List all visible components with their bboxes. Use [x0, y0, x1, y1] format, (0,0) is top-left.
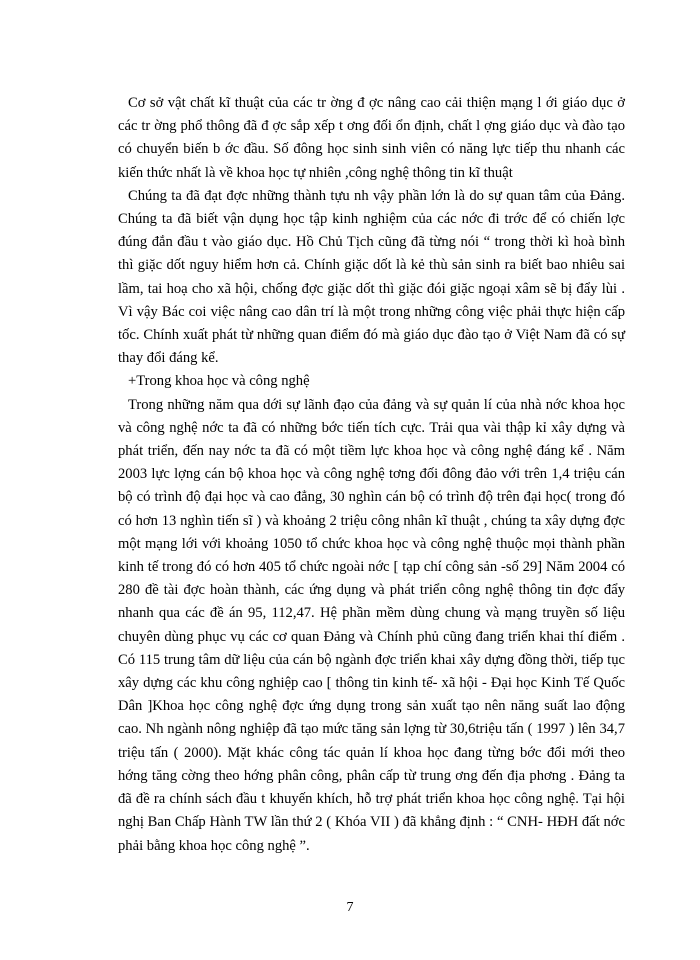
page-body	[118, 92, 625, 858]
section-subheading: +Trong khoa học và công nghệ	[128, 373, 310, 390]
paragraph-achievements: Chúng ta đã đạt đợc những thành tựu nh vậy phần lớn là do sự quan tâm của Đảng. Chúng ta đã biết vận dụng học tập kinh nghiệm của các nớc đi trớc để có chiến lợc đúng đắn đầu t vào giáo dục. Hồ Chủ Tịch cũng đã từng nói “ trong thời kì hoà bình thì giặc dốt nguy hiểm hơn cả. Chính giặc dốt là kẻ thù sản sinh ra biết bao nhiêu sai lầm, tai hoạ cho xã hội, chống đợc giặc dốt thì giặc đói giặc ngoại xâm sẽ bị đẩy lùi . Vì vậy Bác coi việc nâng cao dân trí là một trong những công việc phải thực hiện cấp tốc. Chính xuất phát từ những quan điểm đó mà giáo dục đào tạo ở Việt Nam đã có sự thay đổi đáng kể.	[118, 187, 625, 367]
paragraph-science-technology: Trong những năm qua dới sự lãnh đạo của đảng và sự quản lí của nhà nớc khoa học và công nghệ nớc ta đã có những bớc tiến tích cực. Trải qua vài thập kỉ xây dựng và phát triển, đến nay nớc ta đã có một tiềm lực khoa học và công nghệ đáng kể . Năm 2003 lực lợng cán bộ khoa học và công nghệ tơng đối đông đảo với trên 1,4 triệu cán bộ có trình độ đại học và cao đẳng, 30 nghìn cán bộ có trình độ trên đại học( trong đó có hơn 13 nghìn tiến sĩ ) và khoảng 2 triệu công nhân kĩ thuật , chúng ta xây dựng đợc một mạng lới với khoảng 1050 tổ chức khoa học và công nghệ thuộc mọi thành phần kinh tế trong đó có hơn 405 tổ chức ngoài nớc [ tạp chí công sản -số 29] Năm 2004 có 280 đề tài đợc hoàn thành, các ứng dụng và phát triển công nghệ thông tin đợc đẩy nhanh qua các đề án 95, 112,47. Hệ phần mềm dùng chung và mạng truyền số liệu chuyên dùng phục vụ các cơ quan Đảng và Chính phủ cũng đang triển khai thí điểm . Có 115 trung tâm dữ liệu của cán bộ ngành đợc triển khai xây dựng đồng thời, tiếp tục xây dựng các khu công nghiệp cao [ thông tin kinh tế- xã hội - Đại học Kinh Tế Quốc Dân ]Khoa học công nghệ đợc ứng dụng trong sản xuất tạo nên năng suất lao động cao. Nh ngành nông nghiệp đã tạo mức tăng sản lợng từ 30,6triệu tấn ( 1997 ) lên 34,7 triệu tấn ( 2000). Mặt khác công tác quản lí khoa học đang từng bớc đổi mới theo hớng tăng cờng theo hớng phân công, phân cấp từ trung ơng đến địa phơng . Đảng ta đã đề ra chính sách đầu t khuyến khích, hỗ trợ phát triển khoa học công nghệ. Tại hội nghị Ban Chấp Hành TW lần thứ 2 ( Khóa VII ) đã khẳng định : “ CNH- HĐH đất nớc phải bằng khoa học công nghệ ”.	[118, 396, 625, 854]
page-number: 7	[346, 900, 354, 915]
paragraph-facilities: Cơ sở vật chất kĩ thuật của các tr ờng đ ợc nâng cao cải thiện mạng l ới giáo dục ở các tr ờng phổ thông đã đ ợc sắp xếp t ơng đối ổn định, chất l ợng giáo dục và đào tạo có chuyển biến b ớc đầu. Số đông học sinh sinh viên có năng lực tiếp thu nhanh các kiến thức nhất là về khoa học tự nhiên ,công nghệ thông tin kĩ thuật	[118, 95, 625, 181]
